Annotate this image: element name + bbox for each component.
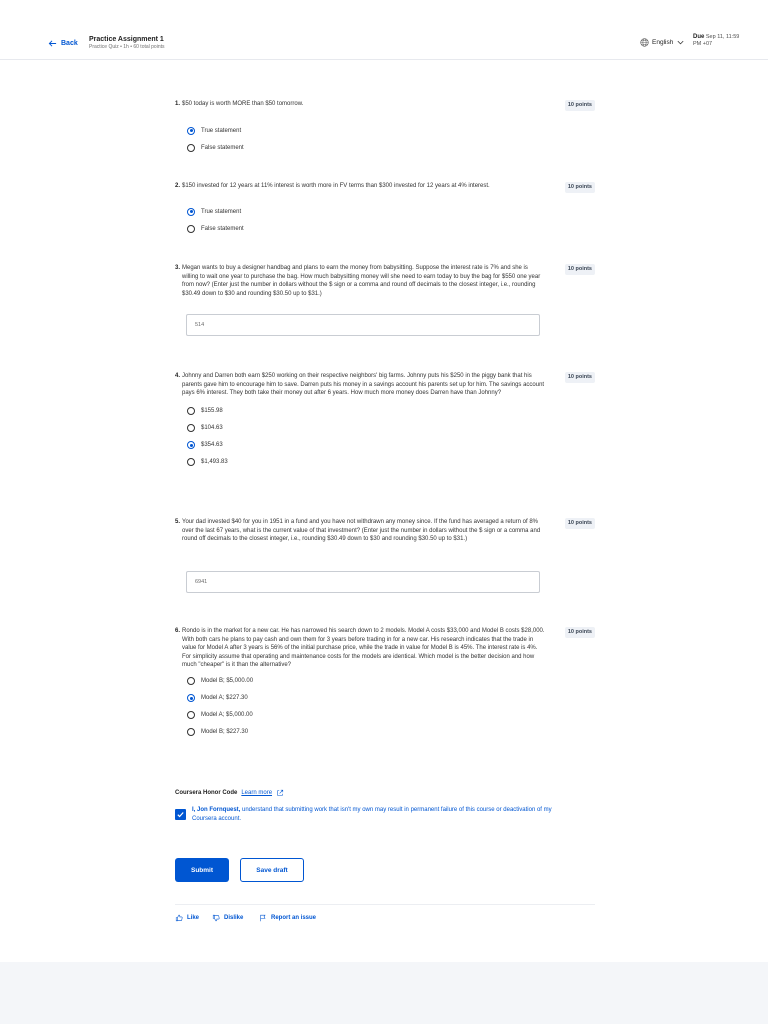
points-badge: 10 points xyxy=(565,518,595,529)
honor-code-text: understand that submitting work that isn't my own may result in permanent failure of this course or deactivation of my Coursera account. xyxy=(192,807,552,822)
question-3 xyxy=(175,264,595,298)
question-6 xyxy=(175,627,595,737)
radio-button[interactable] xyxy=(187,677,195,685)
radio-option[interactable] xyxy=(187,143,595,152)
radio-option[interactable] xyxy=(187,441,595,450)
answer-input[interactable]: 6941 xyxy=(186,571,540,593)
radio-option[interactable] xyxy=(187,458,595,467)
option-label: True statement xyxy=(201,208,242,215)
due-label: Due xyxy=(693,34,705,40)
honor-code-statement xyxy=(192,806,572,824)
honor-code-header xyxy=(175,789,284,797)
due-date-value: Sep 11, 11:59 xyxy=(705,34,740,40)
points-badge: 10 points xyxy=(565,182,595,193)
option-label: True statement xyxy=(201,127,242,134)
radio-button[interactable] xyxy=(187,694,195,702)
points-badge: 10 points xyxy=(565,372,595,383)
due-timezone: PM +07 xyxy=(693,41,713,47)
top-header xyxy=(0,0,768,60)
report-issue-label: Report an issue xyxy=(271,915,317,921)
assignment-title: Practice Assignment 1 xyxy=(89,36,164,43)
chevron-down-icon xyxy=(676,38,685,47)
option-label: $155.98 xyxy=(201,408,223,414)
question-2 xyxy=(175,182,595,233)
option-label: Model A; $227.30 xyxy=(201,695,248,701)
radio-option[interactable] xyxy=(187,424,595,433)
option-label: $354.63 xyxy=(201,442,223,448)
points-badge: 10 points xyxy=(565,627,595,638)
radio-option[interactable] xyxy=(187,207,595,216)
radio-button[interactable] xyxy=(187,458,195,466)
question-number: 1. xyxy=(175,101,181,107)
back-label: Back xyxy=(61,40,78,47)
dislike-button[interactable] xyxy=(212,914,243,922)
option-label: $1,493.83 xyxy=(201,459,228,465)
question-text: Megan wants to buy a designer handbag and plans to earn the money from babysitting. Suppose the interest rate is 7% and she is willing to wait one year to purchase the bag. How much babysitting money will she need to earn today to buy the bag for $550 one year from now? (Enter just the number in dollars without the $ sign or a comma and round off decimals to the closest integer, i.e., rounding $30.49 down to $30 and rounding $30.50 up to $31.) xyxy=(182,265,541,297)
report-issue-button[interactable] xyxy=(259,914,316,922)
like-label: Like xyxy=(187,915,200,921)
question-number: 6. xyxy=(175,628,181,634)
option-label: Model B; $5,000.00 xyxy=(201,678,254,684)
question-4 xyxy=(175,372,595,467)
radio-option[interactable] xyxy=(187,407,595,416)
submit-button[interactable]: Submit xyxy=(175,858,229,882)
radio-button[interactable] xyxy=(187,424,195,432)
option-label: $104.63 xyxy=(201,425,223,431)
due-date xyxy=(693,34,763,48)
radio-button[interactable] xyxy=(187,441,195,449)
checkmark-icon xyxy=(176,810,185,819)
honor-code-checkbox[interactable] xyxy=(175,809,186,820)
learner-name: I, Jon Fornquest, xyxy=(192,807,241,813)
radio-option[interactable] xyxy=(187,224,595,233)
thumbs-down-icon xyxy=(212,914,220,922)
learn-more-link[interactable]: Learn more xyxy=(241,790,273,796)
option-label: False statement xyxy=(201,225,244,232)
option-label: False statement xyxy=(201,144,244,151)
radio-option[interactable] xyxy=(187,126,595,135)
radio-option[interactable] xyxy=(187,677,595,686)
question-text: Rondo is in the market for a new car. He has narrowed his search down to 2 models. Model A costs $33,000 and Model B costs $28,000. With both cars he plans to pay cash and own them for 3 years before trading in for a new car. His research indicates that the trade in value for Model A after 3 years is 56% of the initial purchase price, while the trade in value for Model B is 45%. The interest rate is 4%. For simplicity assume that operating and maintenance costs for the models are identical. Which model is the better decision and how much "cheaper" is it than the alternative? xyxy=(182,628,545,668)
back-button[interactable] xyxy=(48,39,78,48)
option-label: Model A; $5,000.00 xyxy=(201,712,253,718)
question-text: $150 invested for 12 years at 11% interest is worth more in FV terms than $300 invested for 12 years at 4% interest. xyxy=(182,183,490,189)
radio-option[interactable] xyxy=(187,711,595,720)
question-text: $50 today is worth MORE than $50 tomorrow. xyxy=(182,101,304,107)
question-text: Your dad invested $40 for you in 1951 in a fund and you have not withdrawn any money since. If the fund has averaged a return of 8% over the last 67 years, what is the current value of that investment? (Enter just the number in dollars without the $ sign or a comma and round off decimals to the closest integer, i.e., rounding $30.49 down to $30 and rounding $30.50 up to $31.) xyxy=(182,519,541,542)
assignment-subtitle: Practice Quiz • 1h • 60 total points xyxy=(89,44,165,50)
radio-option[interactable] xyxy=(187,728,595,737)
arrow-left-icon xyxy=(48,39,57,48)
question-text: Johnny and Darren both earn $250 working on their respective neighbors' big farms. Johnny puts his $250 in the piggy bank that his parents gave him to encourage him to save. Darren puts his money in a savings account his parents set up for him. The savings account pays 6% interest. They both take their money out after 6 years. How much more money does Darren have than Johnny? xyxy=(182,373,545,396)
radio-button[interactable] xyxy=(187,144,195,152)
save-draft-button[interactable]: Save draft xyxy=(240,858,304,882)
assignment-title-block xyxy=(89,35,164,51)
external-link-icon xyxy=(276,789,284,797)
question-number: 5. xyxy=(175,519,181,525)
globe-icon xyxy=(640,38,649,47)
points-badge: 10 points xyxy=(565,100,595,111)
radio-option[interactable] xyxy=(187,694,595,703)
radio-button[interactable] xyxy=(187,208,195,216)
question-number: 3. xyxy=(175,265,181,271)
radio-button[interactable] xyxy=(187,407,195,415)
like-button[interactable] xyxy=(175,914,199,922)
radio-button[interactable] xyxy=(187,127,195,135)
radio-button[interactable] xyxy=(187,728,195,736)
honor-code-title: Coursera Honor Code xyxy=(175,790,238,796)
language-label: English xyxy=(652,39,674,46)
points-badge: 10 points xyxy=(565,264,595,275)
question-5 xyxy=(175,518,595,544)
question-number: 2. xyxy=(175,183,181,189)
language-selector[interactable] xyxy=(640,38,685,47)
radio-button[interactable] xyxy=(187,225,195,233)
flag-icon xyxy=(259,914,267,922)
question-1 xyxy=(175,100,595,152)
radio-button[interactable] xyxy=(187,711,195,719)
answer-input[interactable]: 514 xyxy=(186,314,540,336)
option-label: Model B; $227.30 xyxy=(201,729,249,735)
question-number: 4. xyxy=(175,373,181,379)
divider xyxy=(175,904,595,905)
dislike-label: Dislike xyxy=(224,915,244,921)
thumbs-up-icon xyxy=(175,914,183,922)
